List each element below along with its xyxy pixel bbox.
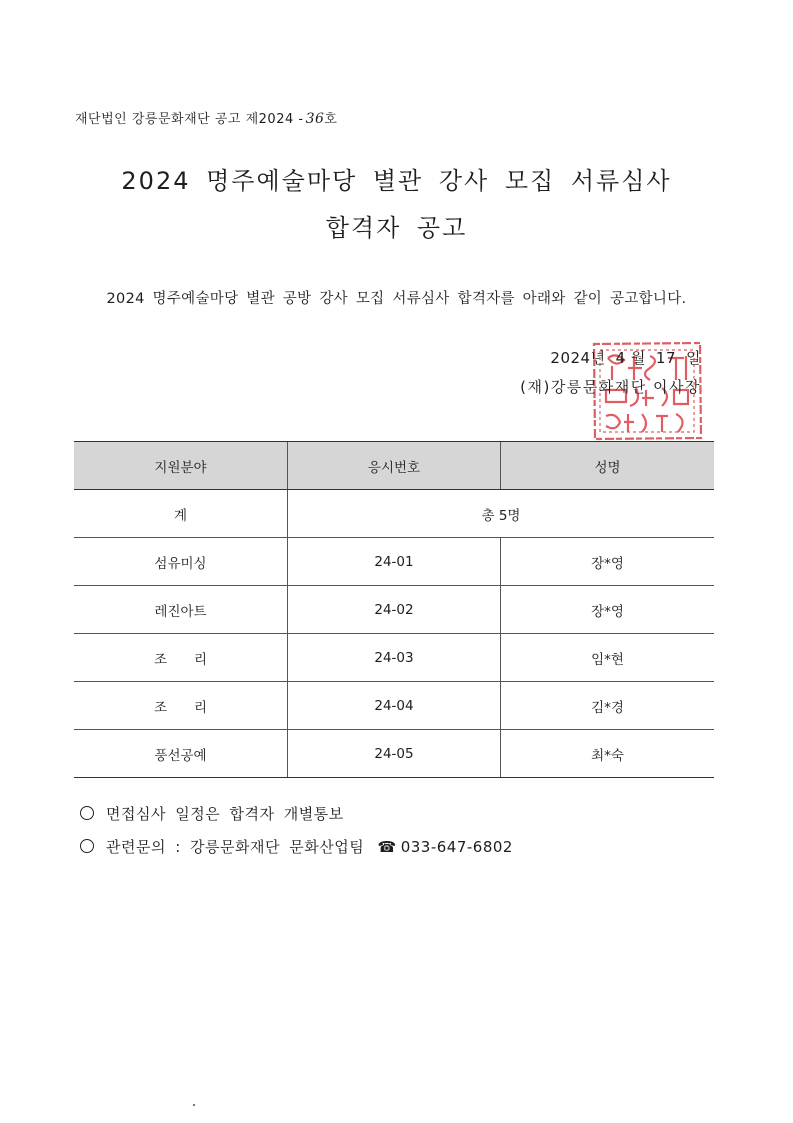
table-row [74,634,714,682]
table-row [74,682,714,730]
cell-number: 24-05 [288,730,501,778]
results-table [74,441,714,778]
cell-number: 24-04 [288,682,501,730]
cell-number: 24-03 [288,634,501,682]
notice-number: 재단법인 강릉문화재단 공고 제2024 - 36호 [75,111,338,127]
total-label: 계 [74,490,288,538]
cell-name: 장*영 [501,538,715,586]
cell-number: 24-02 [288,586,501,634]
cell-name: 최*숙 [501,730,715,778]
issuer-name: (재)강릉문화재단 이사장 [520,378,701,396]
column-header-number: 응시번호 [288,442,501,490]
cell-field: 풍선공예 [74,730,288,778]
contact-phone: 033-647-6802 [400,838,513,856]
circle-bullet-icon [80,839,94,853]
telephone-icon: ☎ [377,838,397,856]
table-header-row [74,442,714,490]
table-row [74,730,714,778]
cell-name: 장*영 [501,586,715,634]
cell-number: 24-01 [288,538,501,586]
document-title-line-1: 2024 명주예술마당 별관 강사 모집 서류심사 [121,167,672,195]
column-header-field: 지원분야 [74,442,288,490]
table-row [74,586,714,634]
table-row [74,538,714,586]
document-title-line-2: 합격자 공고 [325,214,468,242]
circle-bullet-icon [80,806,94,820]
total-value: 총 5명 [288,490,715,538]
note-interview: 면접심사 일정은 합격자 개별통보 [80,803,344,824]
cell-name: 김*경 [501,682,715,730]
cell-field: 조 리 [74,682,288,730]
note-contact: 관련문의 : 강릉문화재단 문화산업팀 ☎ 033-647-6802 [80,836,513,857]
intro-text: 2024 명주예술마당 별관 공방 강사 모집 서류심사 합격자를 아래와 같이 공고합니다. [106,291,687,307]
announcement-date: 2024년 4 월 17 일 [550,349,701,367]
handwritten-notice-number: 36 [305,111,325,127]
column-header-name: 성명 [501,442,715,490]
scan-speck [193,1104,195,1106]
cell-field: 레진아트 [74,586,288,634]
cell-name: 임*현 [501,634,715,682]
cell-field: 조 리 [74,634,288,682]
cell-field: 섬유미싱 [74,538,288,586]
table-total-row [74,490,714,538]
